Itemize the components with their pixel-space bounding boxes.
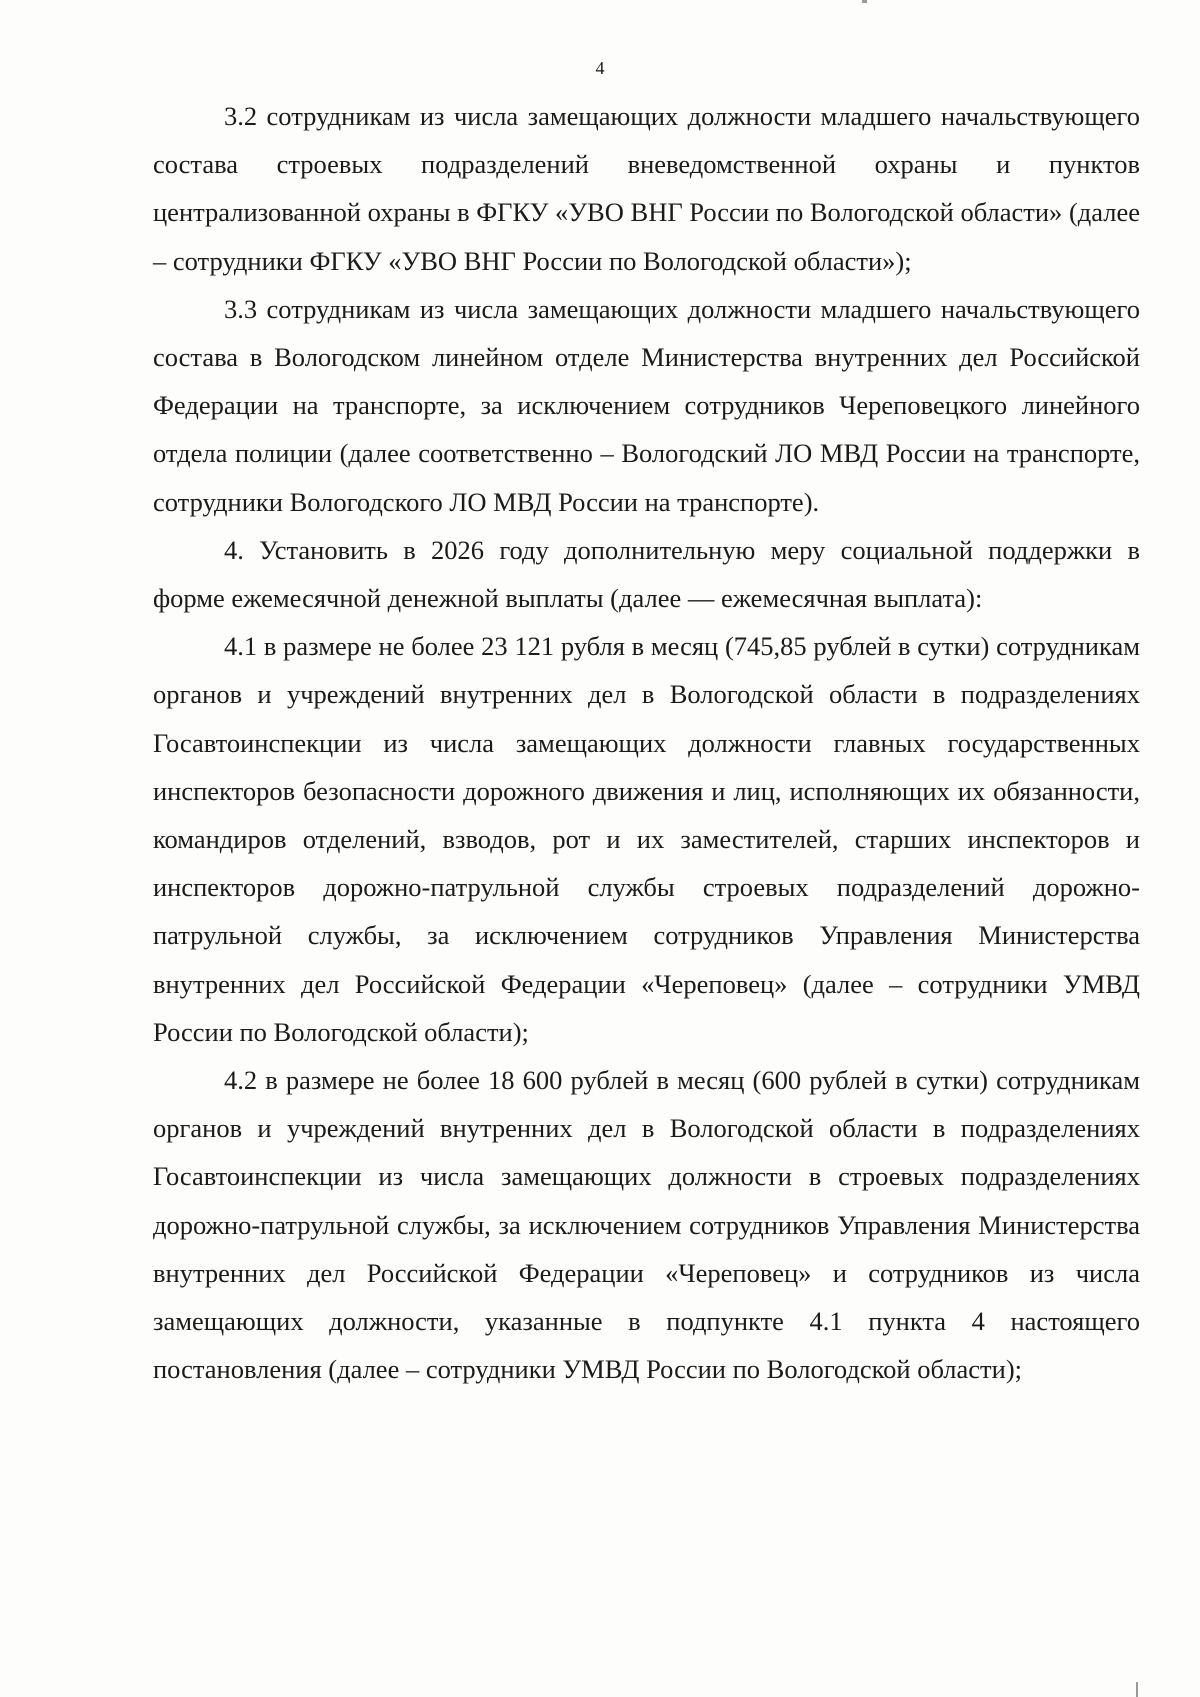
paragraph-4-2: 4.2 в размере не более 18 600 рублей в месяц (600 рублей в сутки) сотрудникам органов и учреждений внутренних дел в Вологодской области в подразделениях Госавтоинспекции из числа замещающих должности в строевых подразделениях дорожно-патрульной службы, за исключением сотрудников Управления Министерства внутренних дел Российской Федерации «Череповец» и сотрудников из числа замещающих должности, указанные в подпункте 4.1 пункта 4 настоящего постановления (далее – сотрудники УМВД России по Вологодской области); — [153, 1065, 1140, 1385]
paragraph-3-2: 3.2 сотрудникам из числа замещающих должности младшего начальствующего состава строевых подразделений вневедомственной охраны и пунктов централизованной охраны в ФГКУ «УВО ВНГ России по Вологодской области» (далее – сотрудники ФГКУ «УВО ВНГ России по Вологодской области»); — [153, 101, 1140, 276]
page-number: 4 — [595, 58, 605, 78]
paragraph-3-3: 3.3 сотрудникам из числа замещающих должности младшего начальствующего состава в Вологодском линейном отделе Министерства внутренних дел Российской Федерации на транспорте, за исключением сотрудников Череповецкого линейного отдела полиции (далее соответственно – Вологодский ЛО МВД России на транспорте, сотрудники Вологодского ЛО МВД России на транспорте). — [153, 293, 1140, 517]
document-body — [153, 92, 1140, 1393]
paragraph-4-1: 4.1 в размере не более 23 121 рубля в месяц (745,85 рублей в сутки) сотрудникам органов и учреждений внутренних дел в Вологодской области в подразделениях Госавтоинспекции из числа замещающих должности главных государственных инспекторов безопасности дорожного движения и лиц, исполняющих их обязанности, командиров отделений, взводов, рот и их заместителей, старших инспекторов и инспекторов дорожно-патрульной службы строевых подразделений дорожно-патрульной службы, за исключением сотрудников Управления Министерства внутренних дел Российской Федерации «Череповец» (далее – сотрудники УМВД России по Вологодской области); — [153, 631, 1140, 1047]
scan-edge-mark-top — [862, 0, 867, 3]
paragraph-4: 4. Установить в 2026 году дополнительную меру социальной поддержки в форме ежемесячной денежной выплаты (далее — ежемесячная выплата): — [153, 534, 1140, 614]
scan-edge-mark-bottom — [1136, 1682, 1138, 1697]
